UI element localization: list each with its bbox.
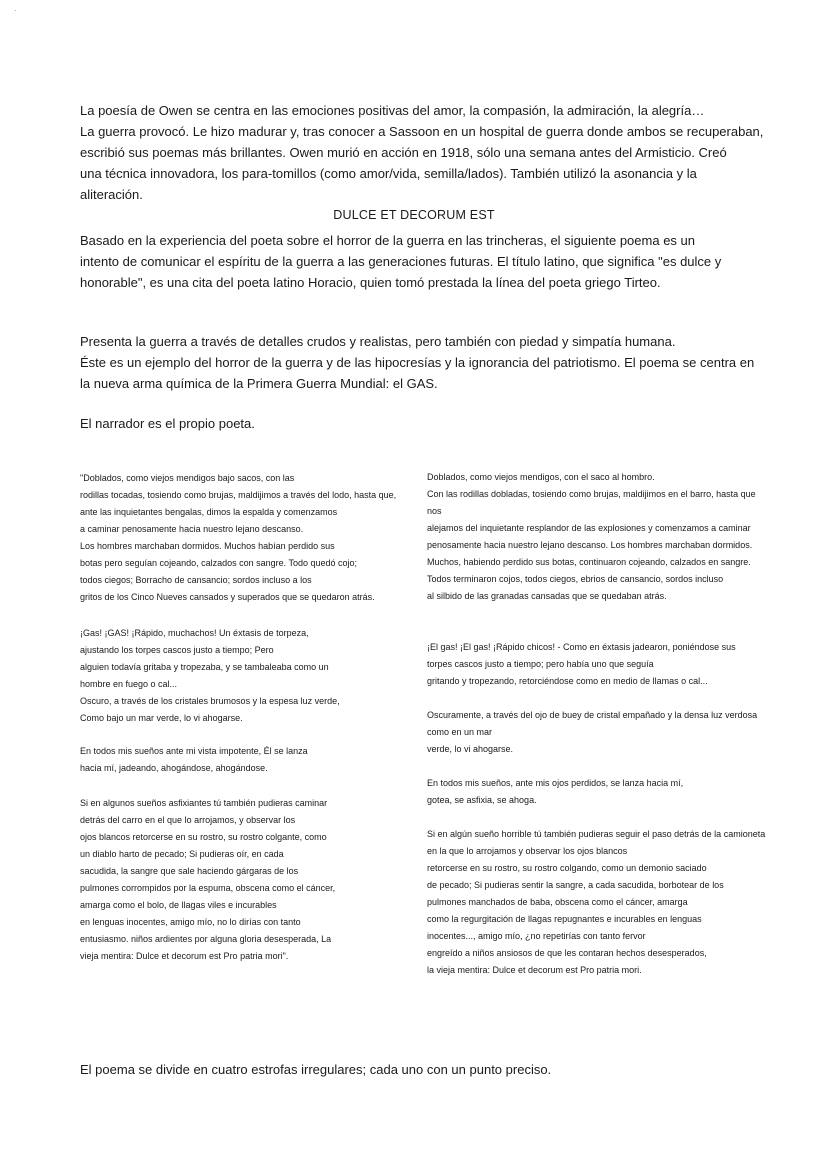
- poem-title: DULCE ET DECORUM EST: [333, 208, 495, 222]
- verse-line: hombre en fuego o cal...: [80, 679, 178, 689]
- context-line: intento de comunicar el espíritu de la guerra a las generaciones futuras. El título latino, que significa "es dulce y: [80, 254, 722, 269]
- verse-line: "Doblados, como viejos mendigos bajo sacos, con las: [80, 473, 295, 483]
- narrator-note: El narrador es el propio poeta.: [80, 416, 255, 431]
- verse-line: torpes cascos justo a tiempo; pero había uno que seguía: [427, 659, 654, 669]
- analysis-line: la nueva arma química de la Primera Guerra Mundial: el GAS.: [80, 376, 438, 391]
- poem-right-stanza-2: [427, 639, 787, 690]
- poem-right-stanza-4: [427, 775, 787, 809]
- intro-line: La guerra provocó. Le hizo madurar y, tras conocer a Sassoon en un hospital de guerra donde ambos se recuperaban,: [80, 124, 764, 139]
- verse-line: Doblados, como viejos mendigos, con el saco al hombro.: [427, 472, 655, 482]
- verse-line: a caminar penosamente hacia nuestro lejano descanso.: [80, 524, 304, 534]
- context-paragraph: [80, 230, 760, 293]
- verse-line: Con las rodillas dobladas, tosiendo como brujas, maldijimos en el barro, hasta que: [427, 489, 756, 499]
- verse-line: alguien todavía gritaba y tropezaba, y se tambaleaba como un: [80, 662, 329, 672]
- verse-line: Muchos, habiendo perdido sus botas, continuaron cojeando, calzados en sangre.: [427, 557, 751, 567]
- analysis-paragraph: [80, 331, 760, 394]
- context-line: Basado en la experiencia del poeta sobre el horror de la guerra en las trincheras, el siguiente poema es un: [80, 233, 695, 248]
- verse-line: Los hombres marchaban dormidos. Muchos habían perdido sus: [80, 541, 335, 551]
- verse-line: ante las inquietantes bengalas, dimos la espalda y comenzamos: [80, 507, 338, 517]
- analysis-line: Éste es un ejemplo del horror de la guerra y de las hipocresías y la ignorancia del patriotismo. El poema se centra en: [80, 355, 755, 370]
- verse-line: penosamente hacia nuestro lejano descanso. Los hombres marchaban dormidos.: [427, 540, 753, 550]
- verse-line: En todos mis sueños, ante mis ojos perdidos, se lanza hacia mí,: [427, 778, 684, 788]
- verse-line: rodillas tocadas, tosiendo como brujas, maldijimos a través del lodo, hasta que,: [80, 490, 397, 500]
- verse-line: un diablo harto de pecado; Si pudieras oír, en cada: [80, 849, 284, 859]
- verse-line: Todos terminaron cojos, todos ciegos, ebrios de cansancio, sordos incluso: [427, 574, 724, 584]
- verse-line: como la regurgitación de llagas repugnantes e incurables en lenguas: [427, 914, 702, 924]
- verse-line: sacudida, la sangre que sale haciendo gárgaras de los: [80, 866, 299, 876]
- poem-right-stanza-5: [427, 826, 787, 979]
- verse-line: hacia mí, jadeando, ahogándose, ahogándose.: [80, 763, 268, 773]
- poem-left-stanza-4: [80, 795, 415, 965]
- verse-line: nos: [427, 506, 442, 516]
- poem-right-stanza-3: [427, 707, 787, 758]
- corner-mark: ·: [14, 6, 17, 15]
- verse-line: en la que lo arrojamos y observar los ojos blancos: [427, 846, 628, 856]
- verse-line: Si en algún sueño horrible tú también pudieras seguir el paso detrás de la camioneta: [427, 829, 766, 839]
- verse-line: pulmones corrompidos por la espuma, obscena como el cáncer,: [80, 883, 336, 893]
- verse-line: Oscuramente, a través del ojo de buey de cristal empañado y la densa luz verdosa: [427, 710, 758, 720]
- verse-line: Si en algunos sueños asfixiantes tú también pudieras caminar: [80, 798, 328, 808]
- verse-line: ajustando los torpes cascos justo a tiempo; Pero: [80, 645, 274, 655]
- verse-line: la vieja mentira: Dulce et decorum est Pro patria mori.: [427, 965, 642, 975]
- verse-line: gritos de los Cinco Nueves cansados y superados que se quedaron atrás.: [80, 592, 375, 602]
- verse-line: vieja mentira: Dulce et decorum est Pro patria mori".: [80, 951, 289, 961]
- verse-line: como en un mar: [427, 727, 493, 737]
- verse-line: inocentes..., amigo mío, ¿no repetirías con tanto fervor: [427, 931, 646, 941]
- verse-line: amarga como el bolo, de llagas viles e incurables: [80, 900, 277, 910]
- poem-left-stanza-1: [80, 470, 415, 606]
- verse-line: ¡El gas! ¡El gas! ¡Rápido chicos! - Como en éxtasis jadearon, poniéndose sus: [427, 642, 736, 652]
- analysis-line: Presenta la guerra a través de detalles crudos y realistas, pero también con piedad y simpatía humana.: [80, 334, 676, 349]
- intro-line: una técnica innovadora, los para-tomillos (como amor/vida, semilla/lados). También utilizó la asonancia y la: [80, 166, 697, 181]
- verse-line: entusiasmo. niños ardientes por alguna gloria desesperada, La: [80, 934, 332, 944]
- verse-line: alejamos del inquietante resplandor de las explosiones y comenzamos a caminar: [427, 523, 751, 533]
- verse-line: verde, lo vi ahogarse.: [427, 744, 514, 754]
- verse-line: En todos mis sueños ante mi vista impotente, Él se lanza: [80, 746, 308, 756]
- verse-line: en lenguas inocentes, amigo mío, no lo dirías con tanto: [80, 917, 301, 927]
- context-line: honorable", es una cita del poeta latino Horacio, quien tomó prestada la línea del poeta griego Tirteo.: [80, 275, 661, 290]
- verse-line: gotea, se asfixia, se ahoga.: [427, 795, 537, 805]
- verse-line: Como bajo un mar verde, lo vi ahogarse.: [80, 713, 243, 723]
- poem-left-stanza-3: [80, 743, 415, 777]
- verse-line: ojos blancos retorcerse en su rostro, su rostro colgante, como: [80, 832, 327, 842]
- intro-line: aliteración.: [80, 187, 143, 202]
- verse-line: todos ciegos; Borracho de cansancio; sordos incluso a los: [80, 575, 312, 585]
- verse-line: de pecado; Si pudieras sentir la sangre, a cada sacudida, borbotear de los: [427, 880, 724, 890]
- verse-line: retorcerse en su rostro, su rostro colgando, como un demonio saciado: [427, 863, 707, 873]
- verse-line: Oscuro, a través de los cristales brumosos y la espesa luz verde,: [80, 696, 340, 706]
- verse-line: ¡Gas! ¡GAS! ¡Rápido, muchachos! Un éxtasis de torpeza,: [80, 628, 309, 638]
- verse-line: detrás del carro en el que lo arrojamos, y observar los: [80, 815, 296, 825]
- verse-line: engreído a niños ansiosos de que les contaran hechos desesperados,: [427, 948, 707, 958]
- intro-line: escribió sus poemas más brillantes. Owen murió en acción en 1918, sólo una semana antes del Armisticio. Creó: [80, 145, 727, 160]
- intro-paragraph: [80, 100, 764, 205]
- verse-line: pulmones manchados de baba, obscena como el cáncer, amarga: [427, 897, 688, 907]
- verse-line: botas pero seguían cojeando, calzados con sangre. Todo quedó cojo;: [80, 558, 358, 568]
- verse-line: al silbido de las granadas cansadas que se quedaban atrás.: [427, 591, 667, 601]
- poem-left-stanza-2: [80, 625, 415, 727]
- verse-line: gritando y tropezando, retorciéndose como en medio de llamas o cal...: [427, 676, 708, 686]
- closing-note: El poema se divide en cuatro estrofas irregulares; cada uno con un punto preciso.: [80, 1062, 552, 1077]
- intro-line: La poesía de Owen se centra en las emociones positivas del amor, la compasión, la admiración, la alegría…: [80, 103, 705, 118]
- poem-right-stanza-1: [427, 469, 787, 605]
